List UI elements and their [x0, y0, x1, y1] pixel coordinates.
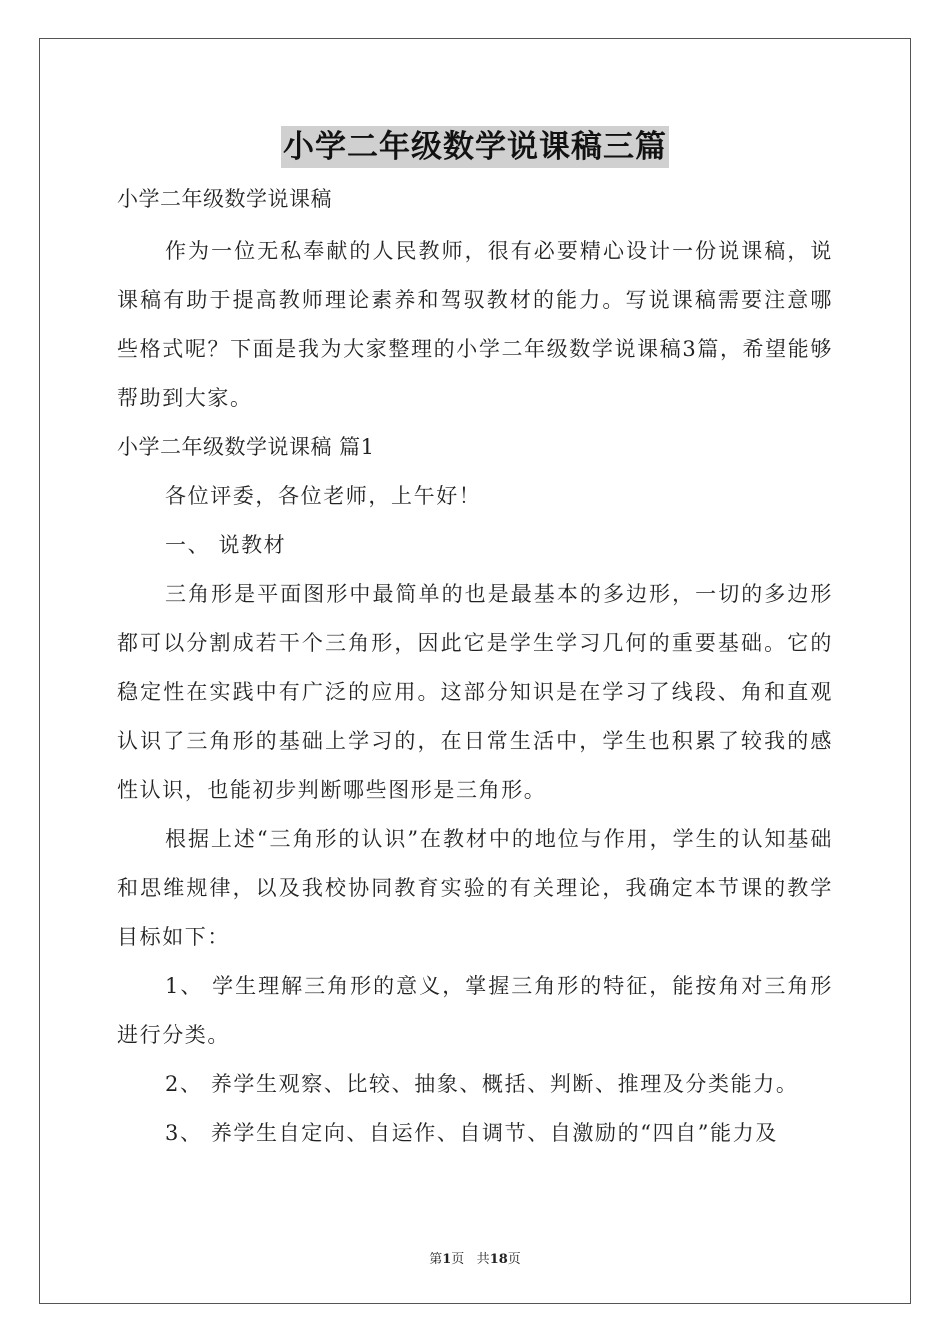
total-pages: 18 — [489, 1252, 508, 1267]
greeting-paragraph: 各位评委，各位老师，上午好！ — [165, 484, 482, 508]
page-number: 1 — [442, 1252, 452, 1267]
goal-item-3: 3、 养学生自定向、自运作、自调节、自激励的“四自”能力及 — [165, 1121, 778, 1145]
document-title: 小学二年级数学说课稿三篇 — [281, 126, 669, 168]
title-container — [0, 126, 950, 168]
total-suffix: 页 — [507, 1252, 521, 1267]
intro-paragraph: 作为一位无私奉献的人民教师，很有必要精心设计一份说课稿，说课稿有助于提高教师理论素养和驾驭教材的能力。写说课稿需要注意哪些格式呢？下面是我为大家整理的小学二年级数学说课稿3篇，希望能够帮助到大家。 — [117, 239, 833, 410]
page-suffix: 页 — [451, 1252, 465, 1267]
total-prefix: 共 — [476, 1252, 490, 1267]
document-body — [117, 175, 833, 1158]
goal-item-2: 2、 养学生观察、比较、抽象、概括、判断、推理及分类能力。 — [165, 1072, 799, 1096]
subsection-heading: 一、 说教材 — [165, 533, 287, 557]
body-paragraph: 三角形是平面图形中最简单的也是最基本的多边形，一切的多边形都可以分割成若干个三角形，因此它是学生学习几何的重要基础。它的稳定性在实践中有广泛的应用。这部分知识是在学习了线段、角和直观认识了三角形的基础上学习的，在日常生活中，学生也积累了较我的感性认识，也能初步判断哪些图形是三角形。 — [117, 582, 833, 802]
section-heading-part1: 小学二年级数学说课稿 篇1 — [117, 435, 375, 459]
page-prefix: 第 — [429, 1252, 443, 1267]
page-footer — [0, 1248, 950, 1267]
section-heading: 小学二年级数学说课稿 — [117, 187, 332, 211]
body-paragraph: 根据上述“三角形的认识”在教材中的地位与作用，学生的认知基础和思维规律，以及我校协同教育实验的有关理论，我确定本节课的教学目标如下： — [117, 827, 833, 949]
goal-item-1: 1、 学生理解三角形的意义，掌握三角形的特征，能按角对三角形进行分类。 — [117, 974, 833, 1047]
